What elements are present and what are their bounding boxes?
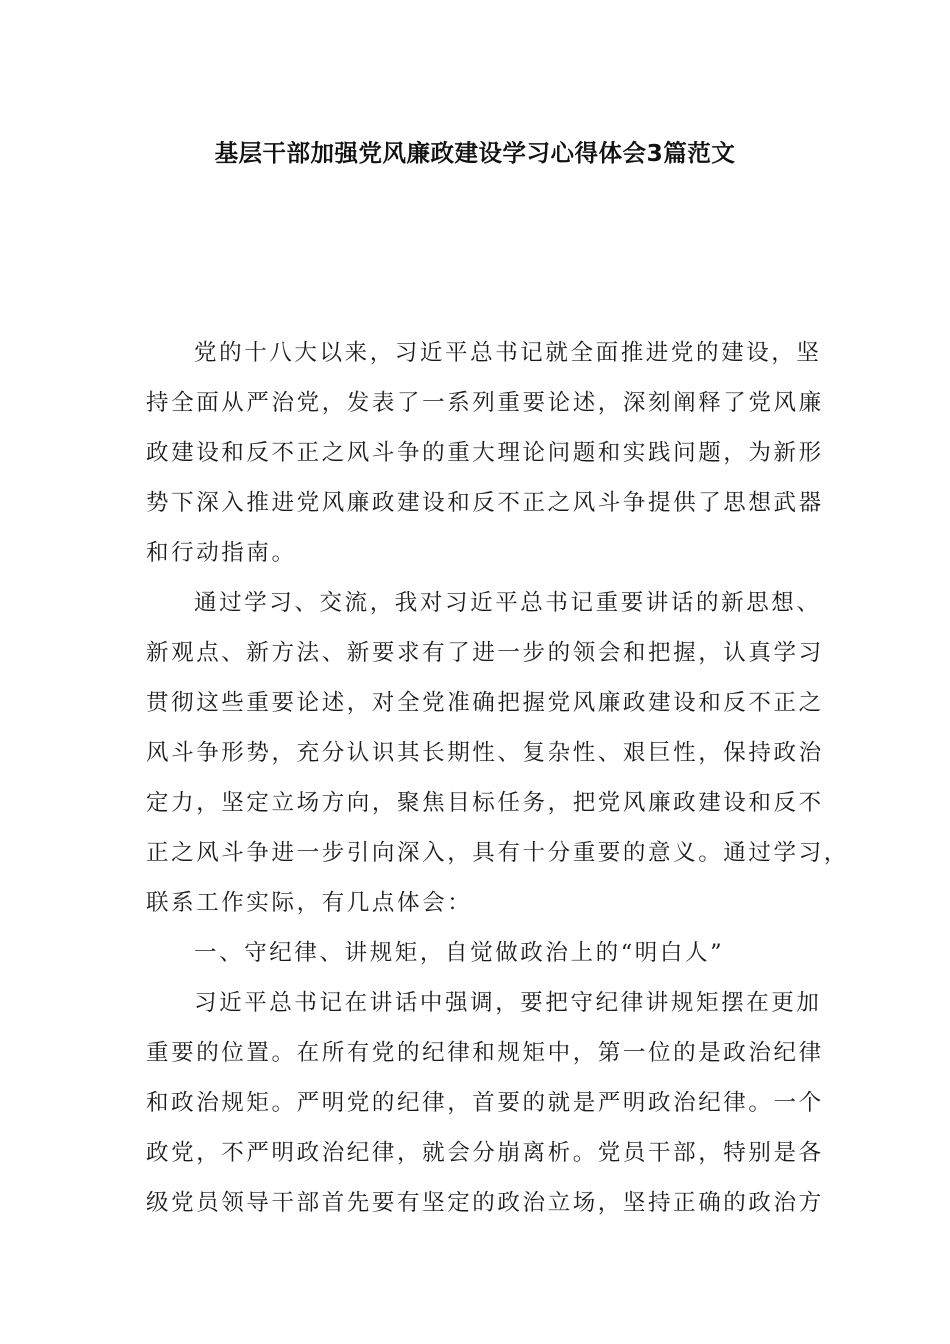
- paragraph-line: 正之风斗争进一步引向深入，具有十分重要的意义。通过学习，: [146, 840, 849, 866]
- paragraph-line: 定力，坚定立场方向，聚焦目标任务，把党风廉政建设和反不: [146, 790, 824, 816]
- paragraph-line: 重要的位置。在所有党的纪律和规矩中，第一位的是政治纪律: [146, 1040, 824, 1066]
- paragraph-line: 贯彻这些重要论述，对全党准确把握党风廉政建设和反不正之: [146, 690, 824, 716]
- paragraph-line: 级党员领导干部首先要有坚定的政治立场，坚持正确的政治方: [146, 1190, 824, 1216]
- section-heading: 一、守纪律、讲规矩，自觉做政治上的“明白人”: [194, 940, 725, 966]
- paragraph-line: 联系工作实际，有几点体会：: [146, 890, 473, 916]
- paragraph-line: 通过学习、交流，我对习近平总书记重要讲话的新思想、: [194, 590, 822, 616]
- paragraph-line: 新观点、新方法、新要求有了进一步的领会和把握，认真学习: [146, 640, 824, 666]
- paragraph-line: 和行动指南。: [146, 540, 297, 566]
- document-title: 基层干部加强党风廉政建设学习心得体会3篇范文: [214, 139, 736, 167]
- paragraph-line: 和政治规矩。严明党的纪律，首要的就是严明政治纪律。一个: [146, 1090, 824, 1116]
- paragraph-line: 持全面从严治党，发表了一系列重要论述，深刻阐释了党风廉: [146, 390, 824, 416]
- document-body: [146, 328, 849, 1228]
- paragraph-line: 政建设和反不正之风斗争的重大理论问题和实践问题，为新形: [146, 440, 824, 466]
- paragraph-line: 风斗争形势，充分认识其长期性、复杂性、艰巨性，保持政治: [146, 740, 824, 766]
- paragraph-line: 党的十八大以来，习近平总书记就全面推进党的建设，坚: [194, 340, 822, 366]
- paragraph-line: 政党，不严明政治纪律，就会分崩离析。党员干部，特别是各: [146, 1140, 824, 1166]
- paragraph-line: 习近平总书记在讲话中强调，要把守纪律讲规矩摆在更加: [194, 990, 822, 1016]
- paragraph-line: 势下深入推进党风廉政建设和反不正之风斗争提供了思想武器: [146, 490, 824, 516]
